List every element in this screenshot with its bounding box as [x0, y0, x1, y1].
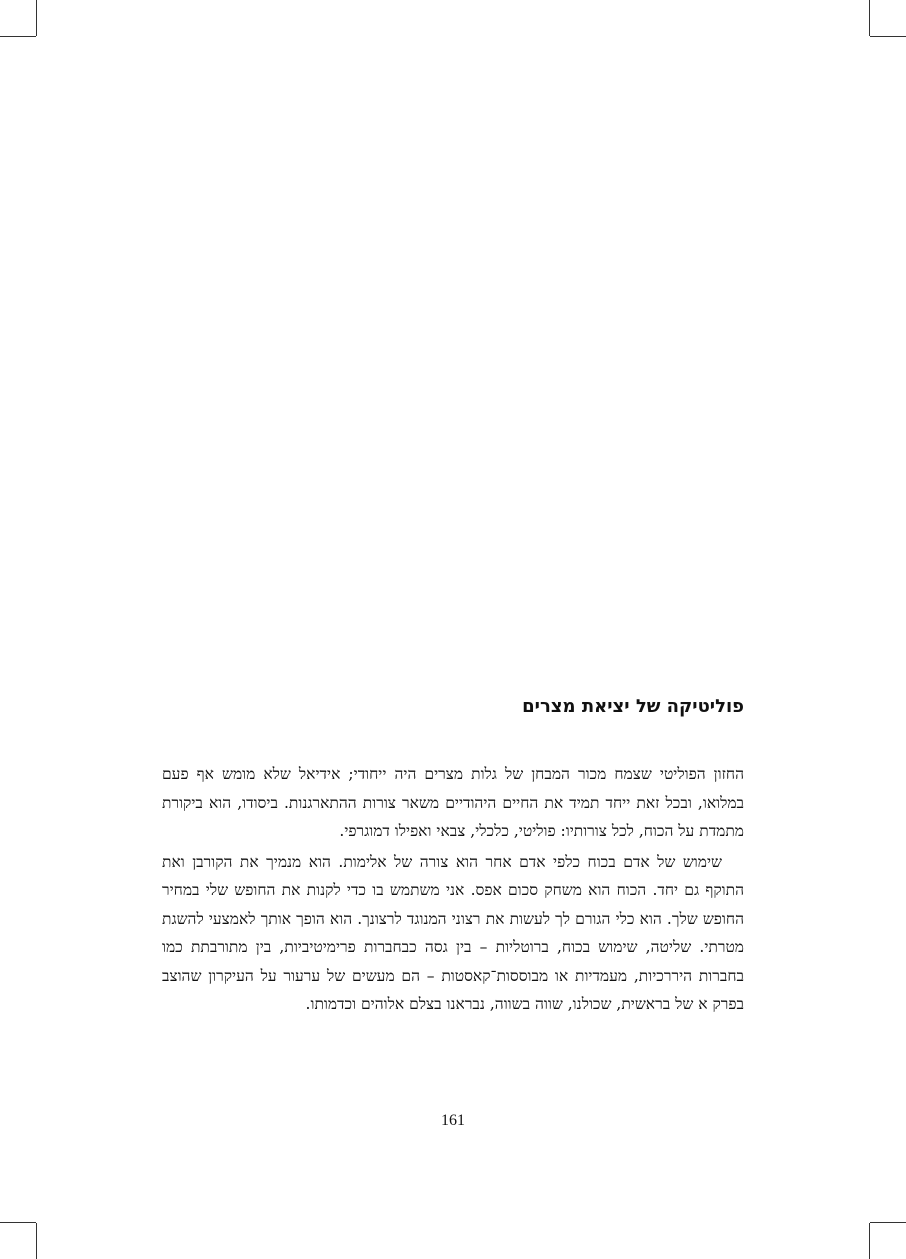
paragraph: שימוש של אדם בכוח כלפי אדם אחר הוא צורה של אלימות. הוא מנמיך את הקורבן ואת התוקף גם יחד. הכוח הוא משחק סכום אפס. אני משתמש בו כדי לקנות את החופש שלי במחיר החופש שלך. הוא כלי הגורם לך לעשות את רצוני המנוגד לרצונך. הוא הופך אותך לאמצעי להשגת מטרתי. שליטה, שימוש בכוח, ברוטליות – בין גסה כבחברות פרימיטיביות, בין מתורבתת כמו בחברות היררכיות, מעמדיות או מבוססות־קאסטות – הם מעשים של ערעור על העיקרון שהוצב בפרק א של בראשית, שכולנו, שווה בשווה, נבראנו בצלם אלוהים וכדמותו. [162, 852, 744, 1013]
crop-mark-bottom-right-horizontal [870, 1222, 906, 1223]
crop-mark-bottom-left-vertical [36, 1223, 37, 1259]
crop-mark-top-right-vertical [869, 0, 870, 36]
crop-mark-bottom-right-vertical [869, 1223, 870, 1259]
crop-mark-top-right-horizontal [870, 36, 906, 37]
paragraph: החזון הפוליטי שצמח מכור המבחן של גלות מצרים היה ייחודי; אידיאל שלא מומש אף פעם במלואו, ובכל זאת ייחד תמיד את החיים היהודיים משאר צורות ההתארגנות. ביסודו, הוא ביקורת מתמדת על הכוח, לכל צורותיו: פוליטי, כלכלי, צבאי ואפילו דמוגרפי. [162, 765, 744, 840]
body-text [162, 760, 744, 1021]
crop-mark-bottom-left-horizontal [0, 1222, 36, 1223]
crop-mark-top-left-horizontal [0, 36, 36, 37]
page-number: 161 [441, 1112, 465, 1129]
section-title: פוליטיקה של יציאת מצרים [522, 696, 744, 717]
crop-mark-top-left-vertical [36, 0, 37, 36]
